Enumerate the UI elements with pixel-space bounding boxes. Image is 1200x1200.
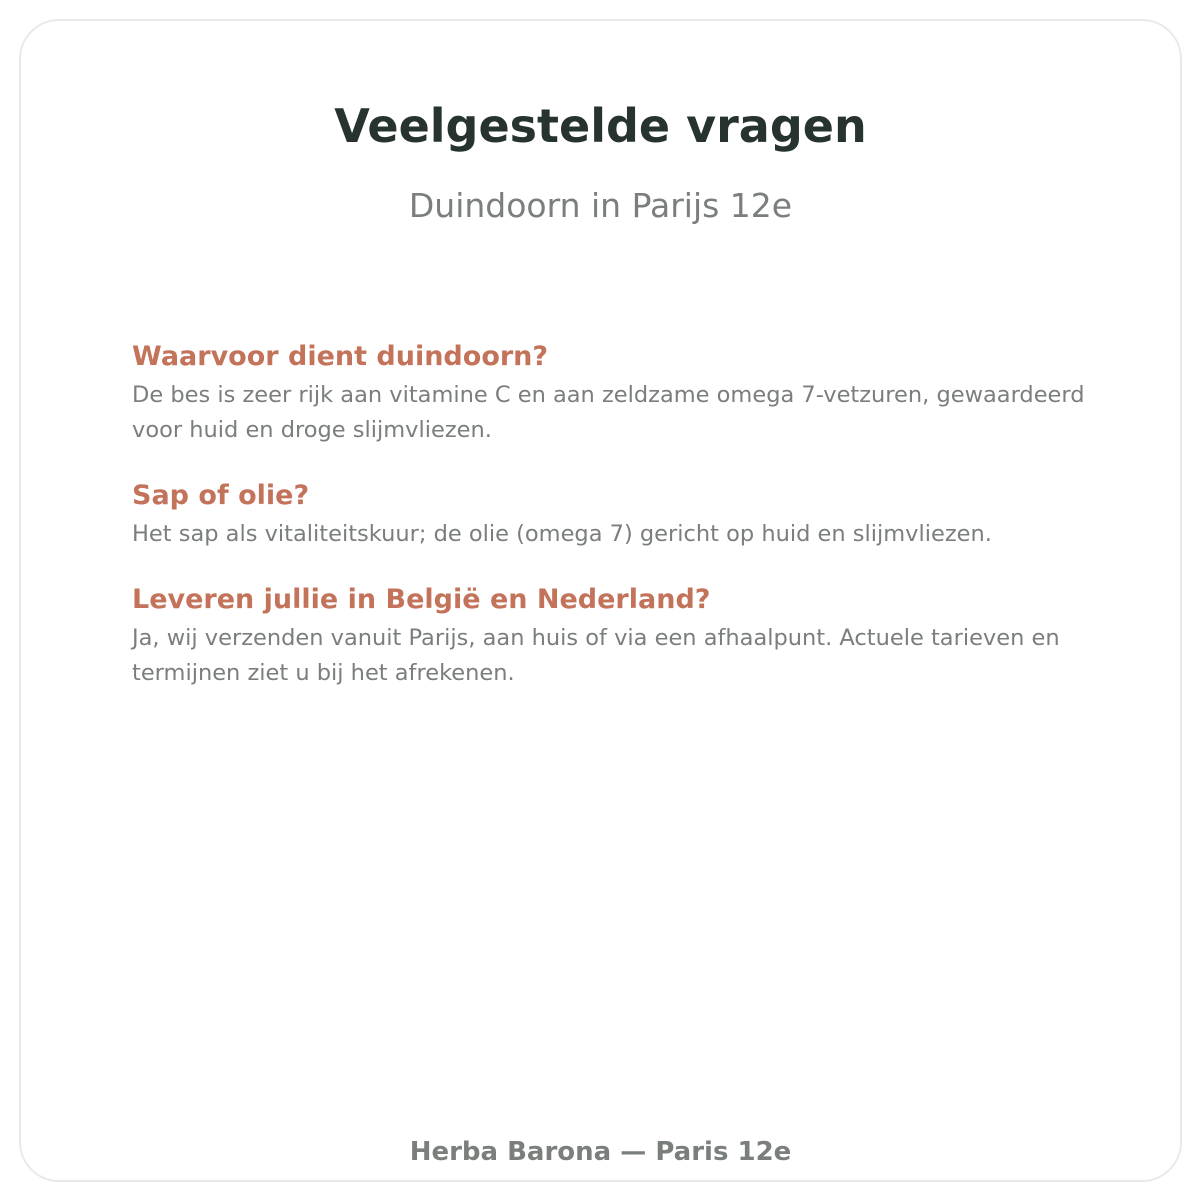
faq-answer: Het sap als vitaliteitskuur; de olie (omega 7) gericht op huid en slijmvliezen. [132,521,992,547]
faq-question: Sap of olie? [132,480,310,511]
faq-question: Waarvoor dient duindoorn? [132,341,549,372]
faq-question: Leveren jullie in België en Nederland? [132,584,711,615]
faq-answer: Ja, wij verzenden vanuit Parijs, aan huis of via een afhaalpunt. Actuele tarieven en termijnen ziet u bij het afrekenen. [132,625,1060,686]
faq-list [132,339,1122,721]
faq-item [132,478,1122,552]
footer-brand: Herba Barona — Paris 12e [409,1137,792,1167]
page-subtitle: Duindoorn in Parijs 12e [408,186,793,225]
faq-card [19,19,1182,1182]
faq-item [132,582,1122,691]
faq-item [132,339,1122,448]
faq-answer: De bes is zeer rijk aan vitamine C en aan zeldzame omega 7-vetzuren, gewaardeerd voor huid en droge slijmvliezen. [132,382,1085,443]
page-title: Veelgestelde vragen [334,99,867,153]
